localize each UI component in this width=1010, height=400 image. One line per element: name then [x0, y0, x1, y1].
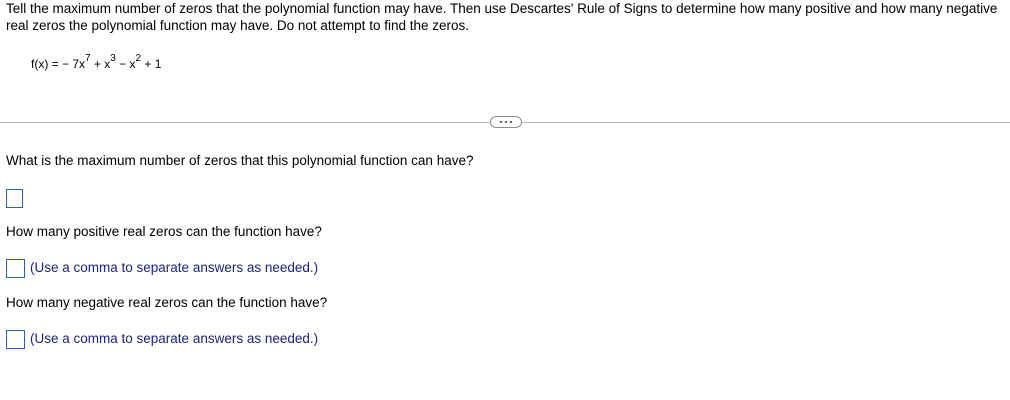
ellipsis-icon-dot-3	[510, 121, 512, 123]
max-zeros-input[interactable]	[6, 189, 23, 208]
question-positive-zeros: How many positive real zeros can the function have?	[6, 224, 322, 239]
formula-term-2: + x	[90, 57, 111, 71]
question-max-zeros: What is the maximum number of zeros that this polynomial function can have?	[6, 153, 474, 168]
positive-zeros-input[interactable]	[6, 259, 25, 278]
formula-exponent-2: 3	[110, 53, 116, 64]
formula-exponent-3: 2	[135, 53, 142, 64]
negative-zeros-hint: (Use a comma to separate answers as needed.)	[30, 331, 319, 346]
question-negative-zeros: How many negative real zeros can the function have?	[6, 295, 328, 310]
more-options-button[interactable]	[490, 116, 522, 128]
formula-exponent-1: 7	[85, 53, 91, 64]
positive-zeros-hint: (Use a comma to separate answers as needed.)	[30, 260, 319, 275]
ellipsis-icon-dot-2	[505, 121, 507, 123]
formula-lhs: f(x) =	[31, 57, 63, 71]
problem-instructions: Tell the maximum number of zeros that the polynomial function may have. Then use Descartes' Rule of Signs to determine how many positive and how many negative real zeros the polynomial function may have. Do not attempt to find the zeros.	[6, 1, 998, 33]
polynomial-formula	[31, 53, 162, 71]
ellipsis-icon	[500, 121, 502, 123]
formula-term-4: + 1	[141, 57, 162, 71]
negative-zeros-input[interactable]	[6, 330, 25, 349]
formula-term-3: − x	[115, 57, 136, 71]
formula-term-1: − 7x	[62, 57, 86, 71]
